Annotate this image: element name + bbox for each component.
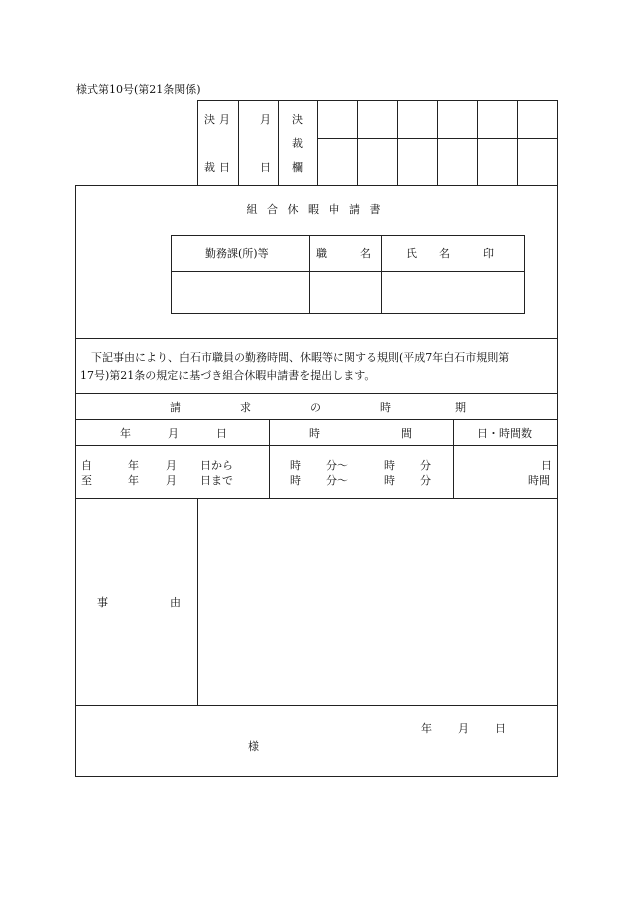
row-hour2: 時	[384, 459, 395, 472]
form-number-label: 様式第10号(第21条関係)	[76, 83, 201, 96]
stamp-cell[interactable]	[318, 101, 357, 138]
footer-year: 年	[421, 722, 432, 735]
stamp-cell[interactable]	[358, 101, 397, 138]
row-minute: 分～	[326, 474, 348, 487]
period-header-char: 請	[170, 401, 181, 414]
row-hour: 時	[290, 459, 301, 472]
row-hour2: 時	[384, 474, 395, 487]
period-header-char: の	[310, 401, 321, 414]
row-minute2: 分	[420, 459, 431, 472]
position-header: 職 名	[316, 247, 371, 260]
period-header-char: 期	[455, 401, 466, 414]
row-prefix: 至	[81, 474, 92, 487]
reason-label-1: 事	[97, 596, 108, 609]
footer-month: 月	[458, 722, 469, 735]
row-unit: 時間	[528, 474, 550, 487]
time-header-span: 間	[401, 427, 412, 440]
date-header-year: 年	[120, 427, 131, 440]
row-year: 年	[128, 459, 139, 472]
dept-field[interactable]	[172, 272, 309, 313]
footer-day: 日	[495, 722, 506, 735]
statement-line-2: 17号)第21条の規定に基づき組合休暇申請書を提出します。	[80, 369, 376, 382]
reason-field[interactable]	[199, 500, 556, 704]
approval-kessai-3: 欄	[292, 161, 303, 174]
row-day: 日まで	[200, 474, 233, 487]
row-minute: 分～	[326, 459, 348, 472]
stamp-cell[interactable]	[478, 101, 517, 138]
approval-month: 月	[260, 113, 271, 126]
approval-label-top: 決月	[204, 113, 234, 126]
dept-header: 勤務課(所)等	[205, 247, 269, 260]
form-title: 組 合 休 暇 申 請 書	[246, 203, 384, 216]
position-field[interactable]	[310, 272, 381, 313]
row-year: 年	[128, 474, 139, 487]
row-day: 日から	[200, 459, 233, 472]
addressee-suffix: 様	[248, 740, 259, 753]
approval-day: 日	[260, 161, 271, 174]
row-prefix: 自	[81, 459, 92, 472]
stamp-cell[interactable]	[398, 101, 437, 138]
reason-label-2: 由	[170, 596, 181, 609]
approval-kessai-1: 決	[292, 113, 303, 126]
stamp-cell[interactable]	[518, 101, 557, 138]
stamp-cell[interactable]	[438, 101, 477, 138]
name-header: 氏 名 印	[406, 247, 494, 260]
days-header: 日・時間数	[477, 427, 532, 440]
row-hour: 時	[290, 474, 301, 487]
name-field[interactable]	[382, 272, 524, 313]
date-header-day: 日	[216, 427, 227, 440]
row-month: 月	[166, 474, 177, 487]
row-month: 月	[166, 459, 177, 472]
time-header-hour: 時	[309, 427, 320, 440]
statement-line-1: 下記事由により、白石市職員の勤務時間、休暇等に関する規則(平成7年白石市規則第	[91, 351, 510, 364]
approval-kessai-2: 裁	[292, 137, 303, 150]
approval-label-bottom: 裁日	[204, 161, 234, 174]
period-header-char: 時	[380, 401, 391, 414]
date-header-month: 月	[168, 427, 179, 440]
row-unit: 日	[541, 459, 552, 472]
period-header-char: 求	[240, 401, 251, 414]
row-minute2: 分	[420, 474, 431, 487]
